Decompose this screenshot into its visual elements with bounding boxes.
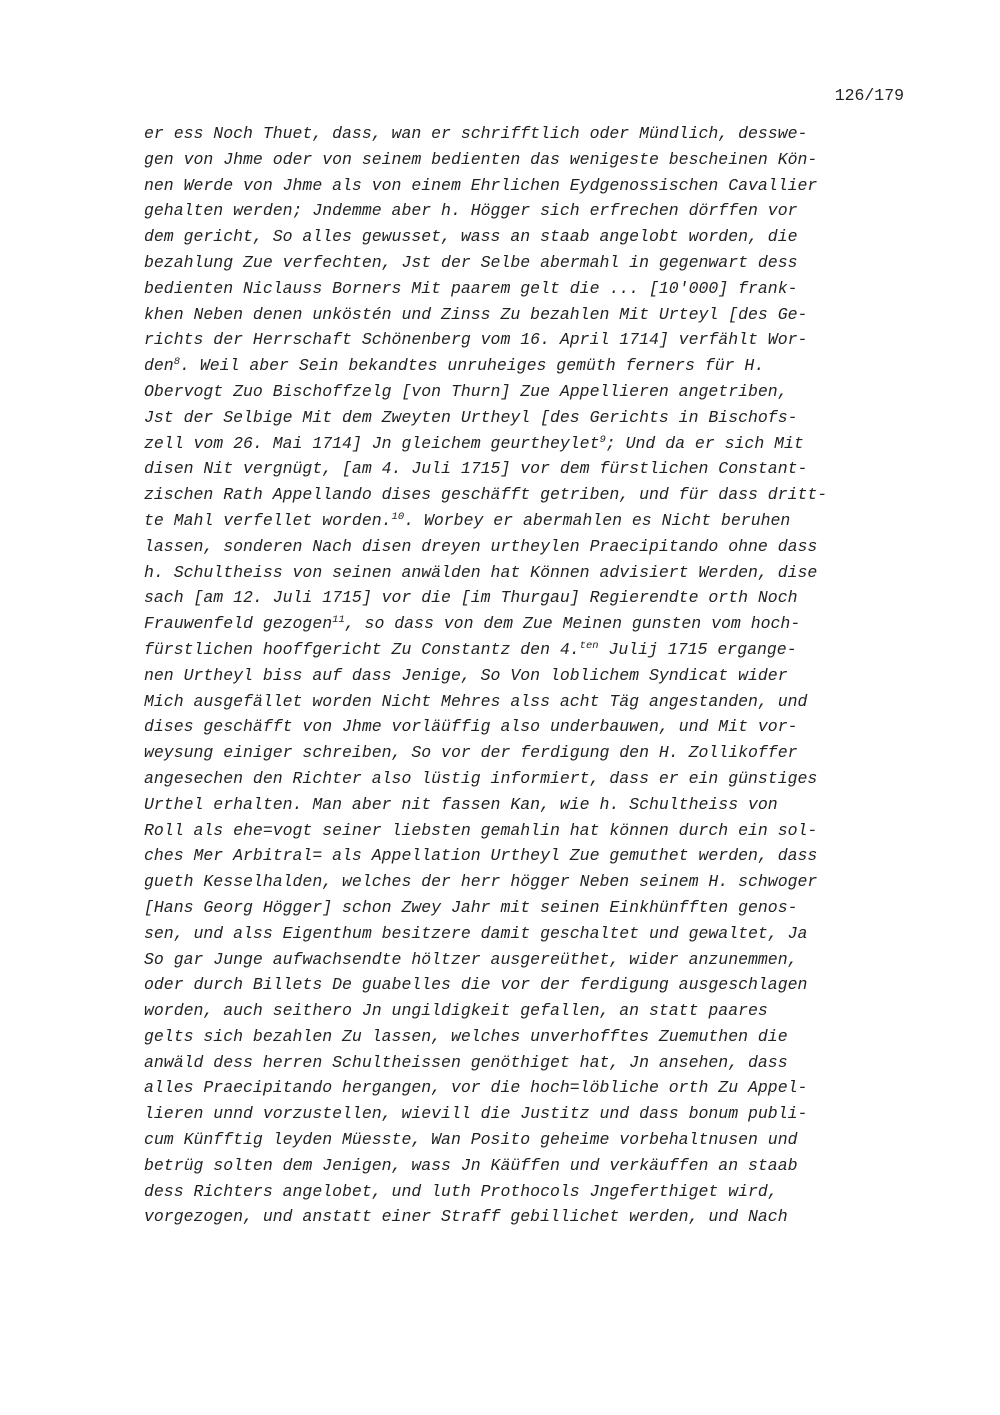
- transcript-line: [144, 689, 944, 715]
- transcript-line: [144, 843, 944, 869]
- transcript-line: [144, 276, 944, 302]
- transcript-line: [144, 585, 944, 611]
- text-segment: Julij 1715 ergange-: [598, 639, 797, 659]
- transcript-line: [144, 663, 944, 689]
- text-segment: dises geschäfft von Jhme vorläüffig also underbauwen, und Mit vor-: [144, 717, 798, 737]
- transcript-line: [144, 1101, 944, 1127]
- text-segment: oder durch Billets De guabelles die vor der ferdigung ausgeschlagen: [144, 975, 808, 995]
- text-segment: angesechen den Richter also lüstig informiert, dass er ein günstiges: [144, 768, 818, 788]
- text-segment: nen Werde von Jhme als von einem Ehrlichen Eydgenossischen Cavallier: [144, 175, 818, 195]
- transcript-line: [144, 560, 944, 586]
- transcript-line: [144, 818, 944, 844]
- text-segment: bedienten Niclauss Borners Mit paarem gelt die ... [10'000] frank-: [144, 278, 798, 298]
- text-segment: worden, auch seithero Jn ungildigkeit gefallen, an statt paares: [144, 1001, 768, 1021]
- text-segment: gelts sich bezahlen Zu lassen, welches unverhofftes Zuemuthen die: [144, 1026, 788, 1046]
- text-segment: te Mahl verfellet worden.: [144, 510, 392, 530]
- text-segment: Jst der Selbige Mit dem Zweyten Urtheyl [des Gerichts in Bischofs-: [144, 407, 798, 427]
- footnote-marker: 11: [332, 614, 345, 627]
- transcript-line: [144, 1024, 944, 1050]
- transcript-line: [144, 921, 944, 947]
- text-segment: zischen Rath Appellando dises geschäfft getriben, und für dass dritt-: [144, 485, 828, 505]
- text-segment: fürstlichen hooffgericht Zu Constantz den 4.: [144, 639, 580, 659]
- text-segment: Roll als ehe=vogt seiner liebsten gemahlin hat können durch ein sol-: [144, 820, 818, 840]
- transcript-line: [144, 379, 944, 405]
- transcript-line: [144, 869, 944, 895]
- text-segment: sen, und alss Eigenthum besitzere damit geschaltet und gewaltet, Ja: [144, 923, 808, 943]
- transcript-line: [144, 353, 944, 379]
- text-segment: er ess Noch Thuet, dass, wan er schrifftlich oder Mündlich, desswe-: [144, 124, 808, 143]
- text-segment: gehalten werden; Jndemme aber h. Högger sich erfrechen dörffen vor: [144, 201, 798, 221]
- transcript-line: [144, 1204, 944, 1230]
- text-segment: bezahlung Zue verfechten, Jst der Selbe abermahl in gegenwart dess: [144, 252, 798, 272]
- transcript-line: [144, 147, 944, 173]
- transcript-line: [144, 456, 944, 482]
- transcript-line: [144, 198, 944, 224]
- transcript-line: [144, 1075, 944, 1101]
- text-segment: [Hans Georg Högger] schon Zwey Jahr mit seinen Einkhünfften genos-: [144, 897, 798, 917]
- text-segment: gueth Kesselhalden, welches der herr högger Neben seinem H. schwoger: [144, 872, 818, 892]
- text-segment: , so dass von dem Zue Meinen gunsten vom hoch-: [344, 614, 801, 634]
- transcript-line: [144, 405, 944, 431]
- transcript-line: [144, 895, 944, 921]
- text-segment: anwäld dess herren Schultheissen genöthiget hat, Jn ansehen, dass: [144, 1052, 788, 1072]
- text-segment: alles Praecipitando hergangen, vor die hoch=löbliche orth Zu Appel-: [144, 1078, 808, 1098]
- text-segment: Mich ausgefället worden Nicht Mehres alss acht Täg angestanden, und: [144, 691, 808, 711]
- transcript-line: [144, 998, 944, 1024]
- text-segment: disen Nit vergnügt, [am 4. Juli 1715] vor dem fürstlichen Constant-: [144, 459, 808, 479]
- text-segment: Obervogt Zuo Bischoffzelg [von Thurn] Zue Appellieren angetriben,: [144, 381, 788, 401]
- transcript-line: [144, 714, 944, 740]
- transcript-line: [144, 327, 944, 353]
- transcript-line: [144, 792, 944, 818]
- footnote-marker: 10: [391, 510, 405, 523]
- transcript-line: [144, 534, 944, 560]
- text-segment: Urthel erhalten. Man aber nit fassen Kan, wie h. Schultheiss von: [144, 794, 778, 814]
- transcript-line: [144, 611, 944, 637]
- text-segment: richts der Herrschaft Schönenberg vom 16. April 1714] verfählt Wor-: [144, 330, 808, 350]
- text-segment: zell vom 26. Mai 1714] Jn gleichem geurtheylet: [144, 433, 600, 453]
- footnote-marker: 8: [173, 356, 181, 369]
- transcript-line: [144, 224, 944, 250]
- text-segment: betrüg solten dem Jenigen, wass Jn Käüffen und verkäuffen an staab: [144, 1155, 798, 1175]
- footnote-marker: 9: [599, 433, 606, 446]
- footnote-marker: ten: [579, 639, 599, 652]
- transcript-line: [144, 1153, 944, 1179]
- transcript-line: [144, 302, 944, 328]
- text-segment: lassen, sonderen Nach disen dreyen urtheylen Praecipitando ohne dass: [144, 536, 818, 556]
- text-segment: khen Neben denen unköstén und Zinss Zu bezahlen Mit Urteyl [des Ge-: [144, 304, 808, 324]
- transcript-line: [144, 947, 944, 973]
- text-segment: den: [144, 356, 174, 376]
- transcript-line: [144, 173, 944, 199]
- text-segment: ches Mer Arbitral= als Appellation Urtheyl Zue gemuthet werden, dass: [144, 846, 818, 866]
- transcript-line: [144, 431, 944, 457]
- transcript-line: [144, 972, 944, 998]
- text-segment: . Weil aber Sein bekandtes unruheiges gemüth ferners für H.: [180, 356, 765, 376]
- transcript-line: [144, 1050, 944, 1076]
- transcript-line: [144, 482, 944, 508]
- text-segment: dem gericht, So alles gewusset, wass an staab angelobt worden, die: [144, 227, 798, 247]
- transcript-line: [144, 740, 944, 766]
- text-segment: So gar Junge aufwachsendte höltzer ausgereüthet, wider anzunemmen,: [144, 949, 798, 969]
- transcript-line: [144, 508, 944, 534]
- text-segment: Frauwenfeld gezogen: [144, 614, 333, 634]
- text-segment: weysung einiger schreiben, So vor der ferdigung den H. Zollikoffer: [144, 743, 798, 763]
- transcript-line: [144, 250, 944, 276]
- page-number: 126/179: [834, 86, 904, 105]
- text-segment: dess Richters angelobet, und luth Prothocols Jngeferthiget wird,: [144, 1181, 778, 1201]
- transcript-body: [144, 121, 944, 1230]
- text-segment: h. Schultheiss von seinen anwälden hat Können advisiert Werden, dise: [144, 562, 818, 582]
- text-segment: ; Und da er sich Mit: [605, 433, 804, 453]
- text-segment: gen von Jhme oder von seinem bedienten das wenigeste bescheinen Kön-: [144, 149, 818, 169]
- transcript-line: [144, 1127, 944, 1153]
- text-segment: . Worbey er abermahlen es Nicht beruhen: [404, 510, 791, 530]
- transcript-line: [144, 1179, 944, 1205]
- transcript-line: [144, 637, 944, 663]
- text-segment: cum Künfftig leyden Müesste, Wan Posito geheime vorbehaltnusen und: [144, 1130, 798, 1150]
- text-segment: nen Urtheyl biss auf dass Jenige, So Von loblichem Syndicat wider: [144, 665, 788, 685]
- transcript-line: [144, 121, 944, 147]
- text-segment: vorgezogen, und anstatt einer Straff gebillichet werden, und Nach: [144, 1207, 788, 1227]
- transcript-line: [144, 766, 944, 792]
- text-segment: sach [am 12. Juli 1715] vor die [im Thurgau] Regierendte orth Noch: [144, 588, 798, 608]
- text-segment: lieren unnd vorzustellen, wievill die Justitz und dass bonum publi-: [144, 1104, 808, 1124]
